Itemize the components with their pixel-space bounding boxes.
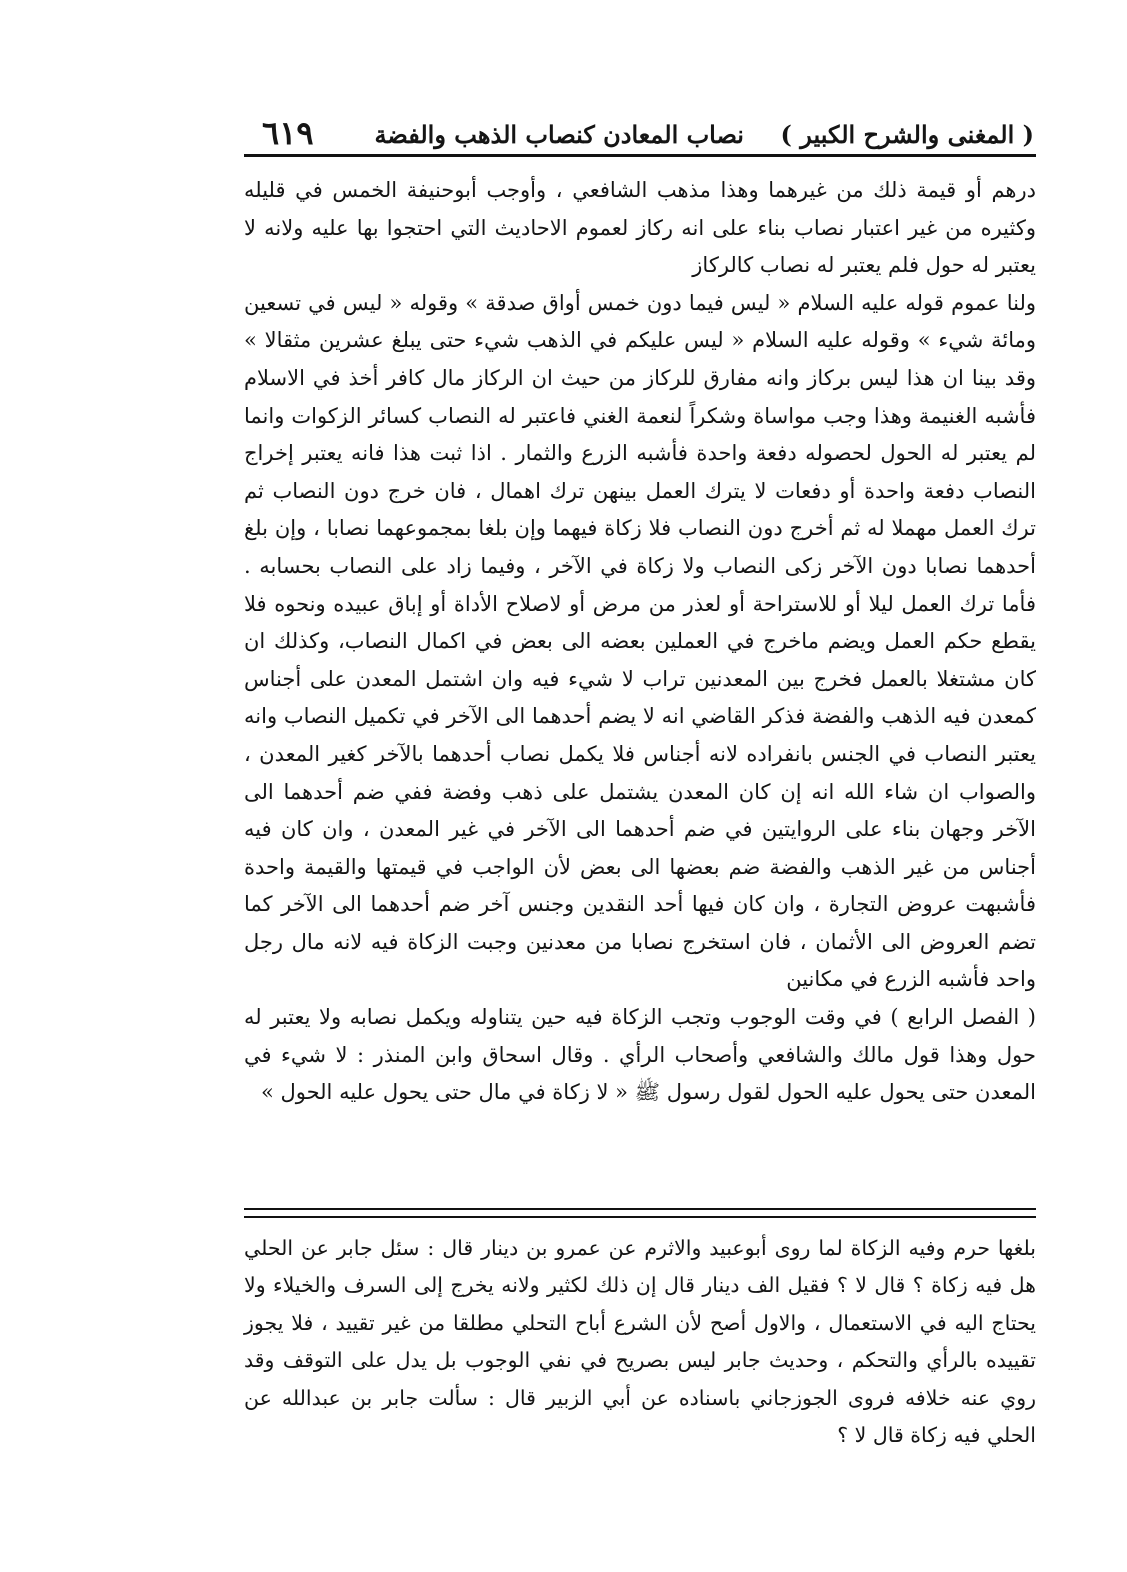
running-header (246, 112, 1034, 156)
main-text (244, 172, 1036, 1112)
paragraph: درهم أو قيمة ذلك من غيرهما وهذا مذهب الشافعي ، وأوجب أبوحنيفة الخمس في قليله وكثيره من غير اعتبار نصاب بناء على انه ركاز لعموم الاحاديث التي احتجوا بها عليه ولانه لا يعتبر له حول فلم يعتبر له نصاب كالركاز (244, 178, 1036, 278)
header-rule (244, 154, 1036, 157)
section-title: نصاب المعادن كنصاب الذهب والفضة (374, 120, 744, 149)
book-title: ( المغنى والشرح الكبير ) (780, 120, 1034, 149)
footnote-paragraph: بلغها حرم وفيه الزكاة لما روى أبوعبيد والاثرم عن عمرو بن دينار قال : سئل جابر عن الحلي هل فيه زكاة ؟ قال لا ؟ فقيل الف دينار قال إن ذلك لكثير ولانه يخرج إلى السرف والخيلاء ولا يحتاج اليه في الاستعمال ، والاول أصح لأن الشرع أباح التحلي مطلقا من غير تقييد ، فلا يجوز تقييده بالرأي والتحكم ، وحديث جابر ليس بصريح في نفي الوجوب بل يدل على التوقف وقد روي عنه خلافه فروى الجوزجاني باسناده عن أبي الزبير قال : سألت جابر بن عبدالله عن الحلي فيه زكاة قال لا ؟ (244, 1236, 1037, 1448)
page-number: ٦١٩ (262, 114, 314, 152)
footnote-separator (244, 1208, 1036, 1218)
paragraph: ولنا عموم قوله عليه السلام « ليس فيما دون خمس أواق صدقة » وقوله « ليس في تسعين ومائة شيء » وقوله عليه السلام « ليس عليكم في الذهب شيء حتى يبلغ عشرين مثقالا » وقد بينا ان هذا ليس بركاز وانه مفارق للركاز من حيث ان الركاز مال كافر أخذ في الاسلام فأشبه الغنيمة وهذا وجب مواساة وشكراً لنعمة الغني فاعتبر له النصاب كسائر الزكوات وانما لم يعتبر له الحول لحصوله دفعة واحدة فأشبه الزرع والثمار . اذا ثبت هذا فانه يعتبر إخراج النصاب دفعة واحدة أو دفعات لا يترك العمل بينهن ترك اهمال ، فان خرج دون النصاب ثم ترك العمل مهملا له ثم أخرج دون النصاب فلا زكاة فيهما وإن بلغا بمجموعهما نصابا ، وإن بلغ أحدهما نصابا دون الآخر زكى النصاب ولا زكاة في الآخر ، وفيما زاد على النصاب بحسابه . فأما ترك العمل ليلا أو للاستراحة أو لعذر من مرض أو لاصلاح الأداة أو إباق عبيده ونحوه فلا يقطع حكم العمل ويضم ماخرج في العملين بعضه الى بعض في اكمال النصاب، وكذلك ان كان مشتغلا بالعمل فخرج بين المعدنين تراب لا شيء فيه وان اشتمل المعدن على أجناس كمعدن فيه الذهب والفضة فذكر القاضي انه لا يضم أحدهما الى الآخر في تكميل النصاب وانه يعتبر النصاب في الجنس بانفراده لانه أجناس فلا يكمل نصاب أحدهما بالآخر كغير المعدن ، والصواب ان شاء الله انه إن كان المعدن يشتمل على ذهب وفضة ففي ضم أحدهما الى الآخر وجهان بناء على الروايتين في ضم أحدهما الى الآخر في غير المعدن ، وان كان فيه أجناس من غير الذهب والفضة ضم بعضها الى بعض لأن الواجب في قيمتها والقيمة واحدة فأشبهت عروض التجارة ، وان كان فيها أحد النقدين وجنس آخر ضم أحدهما الى الآخر كما تضم العروض الى الأثمان ، فان استخرج نصابا من معدنين وجبت الزكاة فيه لانه مال رجل واحد فأشبه الزرع في مكانين (244, 290, 1036, 992)
paragraph: ( الفصل الرابع ) في وقت الوجوب وتجب الزكاة فيه حين يتناوله ويكمل نصابه ولا يعتبر له حول وهذا قول مالك والشافعي وأصحاب الرأي . وقال اسحاق وابن المنذر : لا شيء في المعدن حتى يحول عليه الحول لقول رسول ﷺ « لا زكاة في مال حتى يحول عليه الحول » (244, 1005, 1036, 1105)
footnote-text (244, 1230, 1036, 1454)
